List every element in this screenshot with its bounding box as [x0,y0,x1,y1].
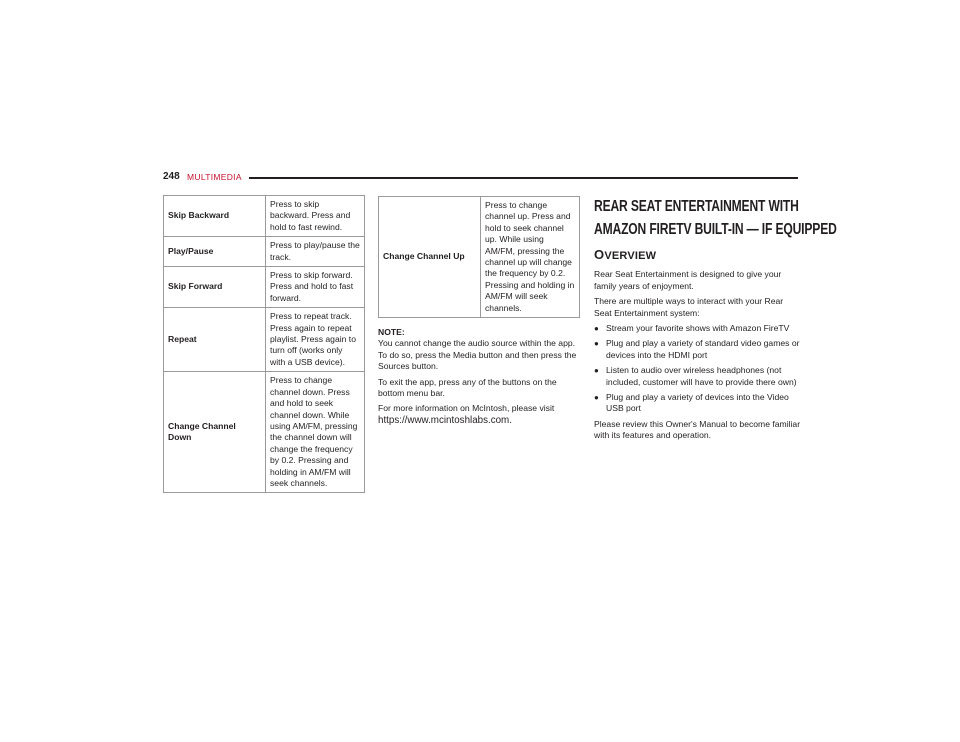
list-item: ● Listen to audio over wireless headphones (not included, customer will have to provide there own) [594,365,797,387]
row-desc: Press to repeat track. Press again to repeat playlist. Press again to turn off (works only with a USB device). [266,308,365,372]
mcintosh-link[interactable]: https://www.mcintoshlabs.com. [378,414,512,426]
exit-text: To exit the app, press any of the buttons on the bottom menu bar. [378,376,557,399]
closing-text: Please review this Owner's Manual to become familiar with its features and operation. [594,418,801,441]
notes-column [378,327,580,430]
row-label: Change Channel Down [164,372,266,493]
row-label: Repeat [164,308,266,372]
overview-rest: VERVIEW [604,250,657,262]
bullet-icon: ● [594,366,599,376]
page-header [163,171,798,185]
overview-cap: O [594,247,605,262]
controls-table-left [163,195,365,493]
feature-list [594,323,802,415]
table-row [164,372,365,493]
table-row [164,196,365,237]
ways-text: There are multiple ways to interact with your Rear Seat Entertainment system: [594,296,784,318]
table-row [379,197,580,318]
list-item: ● Plug and play a variety of devices into the Video USB port [594,392,789,414]
bullet-icon: ● [594,339,599,349]
controls-table-right [378,196,580,318]
list-item: ● Stream your favorite shows with Amazon FireTV [594,323,790,334]
row-desc: Press to skip backward. Press and hold to fast rewind. [266,196,365,237]
row-label: Skip Backward [164,196,266,237]
row-desc: Press to change channel up. Press and hold to seek channel up. While using AM/FM, pressing the channel up will change the frequency by 0.2. Pressing and holding in AM/FM will seek channels. [481,197,580,318]
section-name: MULTIMEDIA [187,172,242,182]
table-row [164,237,365,267]
note-title: NOTE: [378,327,405,337]
row-desc: Press to play/pause the track. [266,237,365,267]
rse-section [594,195,837,446]
row-desc: Press to skip forward. Press and hold to fast forward. [266,267,365,308]
section-title-line2: AMAZON FIRETV BUILT-IN — IF EQUIPPED [594,221,837,238]
table-row [164,267,365,308]
bullet-icon: ● [594,324,599,334]
header-rule [249,177,798,179]
more-info [378,403,580,426]
table-row [164,308,365,372]
section-title-line1: REAR SEAT ENTERTAINMENT WITH [594,198,799,215]
bullet-icon: ● [594,393,599,403]
intro-text: Rear Seat Entertainment is designed to give your family years of enjoyment. [594,269,782,291]
list-item: ● Plug and play a variety of standard video games or devices into the HDMI port [594,338,800,360]
more-info-text: For more information on McIntosh, please visit [378,403,555,414]
row-label: Skip Forward [164,267,266,308]
row-label: Change Channel Up [379,197,481,318]
overview-heading [594,249,802,262]
row-label: Play/Pause [164,237,266,267]
note-text: You cannot change the audio source within the app. To do so, press the Media button and then press the Sources button. [378,338,577,372]
page-number: 248 [163,171,180,182]
row-desc: Press to change channel down. Press and hold to seek channel down. While using AM/FM, pressing the channel down will change the frequency by 0.2. Pressing and holding in AM/FM will seek channels. [266,372,365,493]
